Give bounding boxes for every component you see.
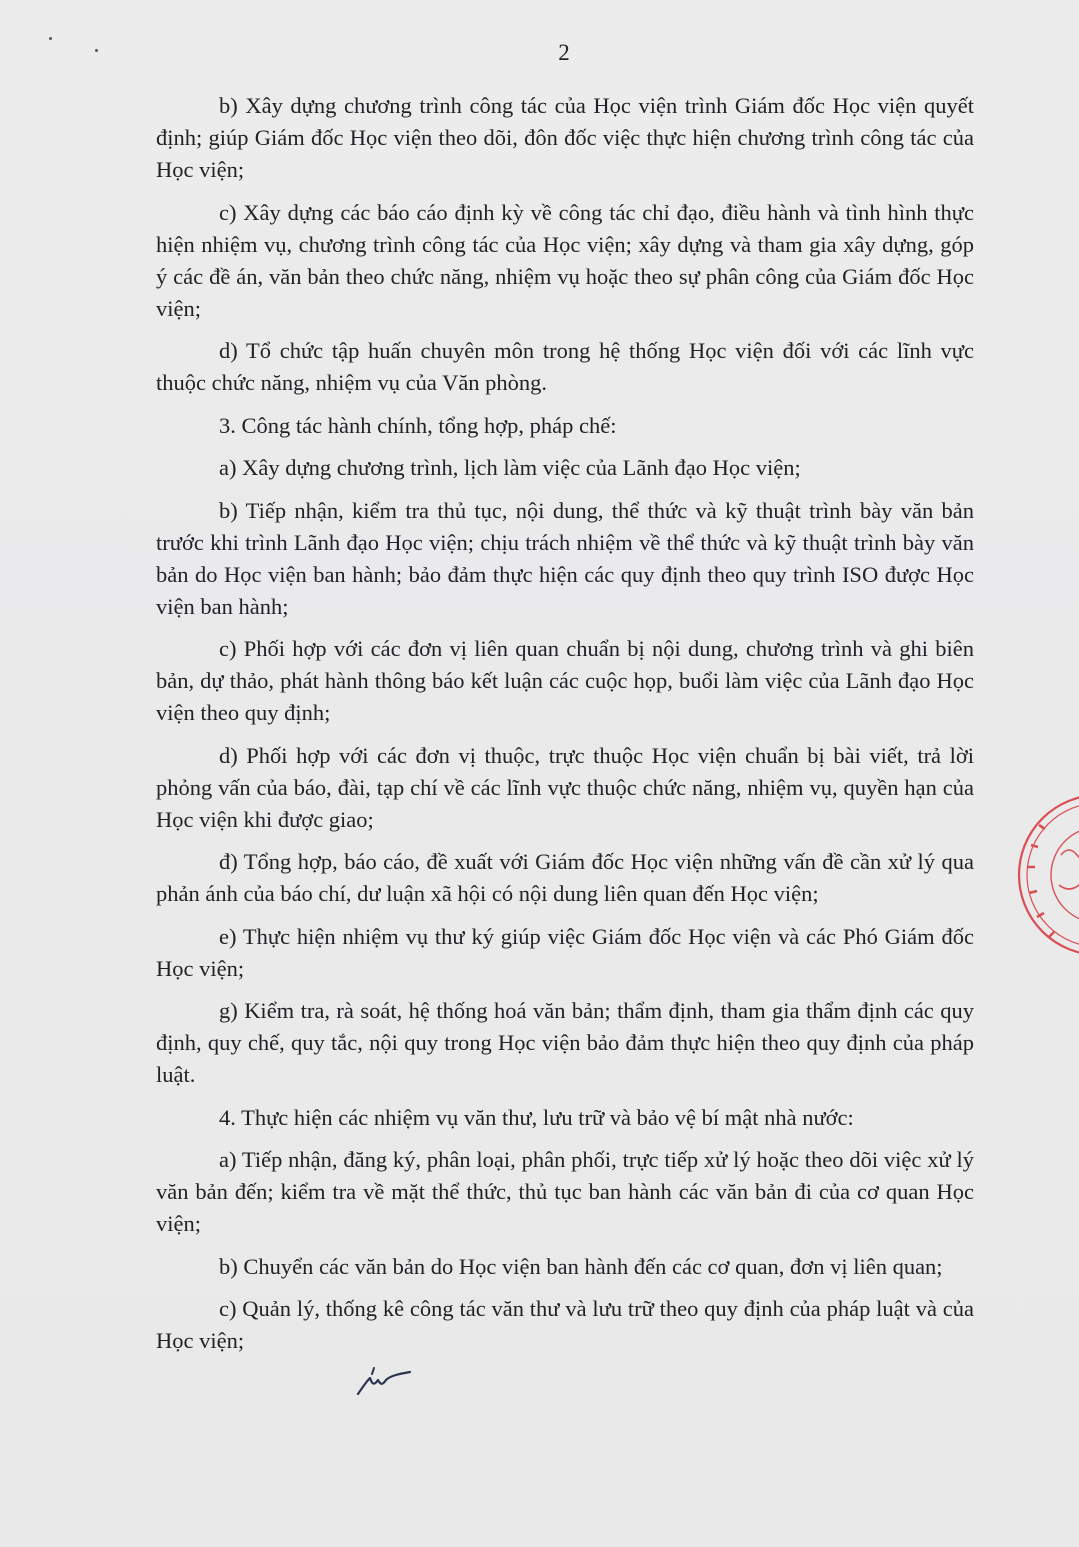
paragraph-3e: e) Thực hiện nhiệm vụ thư ký giúp việc Giám đốc Học viện và các Phó Giám đốc Học viện; <box>156 923 974 981</box>
paragraph-3c: c) Phối hợp với các đơn vị liên quan chuẩn bị nội dung, chương trình và ghi biên bản, dự thảo, phát hành thông báo kết luận các cuộc họp, buổi làm việc của Lãnh đạo Học viện theo quy định; <box>156 636 974 725</box>
document-body <box>156 90 974 1368</box>
section-4-heading: 4. Thực hiện các nhiệm vụ văn thư, lưu trữ và bảo vệ bí mật nhà nước: <box>219 1104 854 1130</box>
paragraph-4a: a) Tiếp nhận, đăng ký, phân loại, phân phối, trực tiếp xử lý hoặc theo dõi việc xử lý văn bản đến; kiểm tra về mặt thể thức, thủ tục ban hành các văn bản đi của cơ quan Học viện; <box>156 1147 974 1236</box>
paragraph-4c: c) Quản lý, thống kê công tác văn thư và lưu trữ theo quy định của pháp luật và của Học viện; <box>156 1296 974 1353</box>
paragraph-3b: b) Tiếp nhận, kiểm tra thủ tục, nội dung, thể thức và kỹ thuật trình bày văn bản trước khi trình Lãnh đạo Học viện; chịu trách nhiệm về thể thức và kỹ thuật trình bày văn bản do Học viện ban hành; bảo đảm thực hiện các quy định theo quy trình ISO được Học viện ban hành; <box>156 497 974 619</box>
paragraph-2c: c) Xây dựng các báo cáo định kỳ về công tác chỉ đạo, điều hành và tình hình thực hiện nhiệm vụ, chương trình công tác của Học viện; xây dựng và tham gia xây dựng, góp ý các đề án, văn bản theo chức năng, nhiệm vụ hoặc theo sự phân công của Giám đốc Học viện; <box>156 199 974 321</box>
paragraph-2d: d) Tổ chức tập huấn chuyên môn trong hệ thống Học viện đối với các lĩnh vực thuộc chức năng, nhiệm vụ của Văn phòng. <box>156 338 974 395</box>
paragraph-3dd: đ) Tổng hợp, báo cáo, đề xuất với Giám đốc Học viện những vấn đề cần xử lý qua phản ánh của báo chí, dư luận xã hội có nội dung liên quan đến Học viện; <box>156 849 974 906</box>
paragraph-2b: b) Xây dựng chương trình công tác của Học viện trình Giám đốc Học viện quyết định; giúp Giám đốc Học viện theo dõi, đôn đốc việc thực hiện chương trình công tác của Học viện; <box>156 93 974 182</box>
paragraph-4b: b) Chuyển các văn bản do Học viện ban hành đến các cơ quan, đơn vị liên quan; <box>219 1253 943 1279</box>
paragraph-3a: a) Xây dựng chương trình, lịch làm việc của Lãnh đạo Học viện; <box>219 455 801 480</box>
paragraph-3g: g) Kiểm tra, rà soát, hệ thống hoá văn bản; thẩm định, tham gia thẩm định các quy định, quy chế, quy tắc, nội quy trong Học viện bảo đảm thực hiện theo quy định của pháp luật. <box>156 998 974 1087</box>
paragraph-3d: d) Phối hợp với các đơn vị thuộc, trực thuộc Học viện chuẩn bị bài viết, trả lời phỏng vấn của báo, đài, tạp chí về các lĩnh vực thuộc chức năng, nhiệm vụ, quyền hạn của Học viện khi được giao; <box>156 742 974 832</box>
red-seal-stamp <box>1009 785 1079 965</box>
signature-mark <box>352 1358 416 1400</box>
section-3-heading: 3. Công tác hành chính, tổng hợp, pháp chế: <box>219 412 617 438</box>
page-number: 2 <box>558 40 570 65</box>
